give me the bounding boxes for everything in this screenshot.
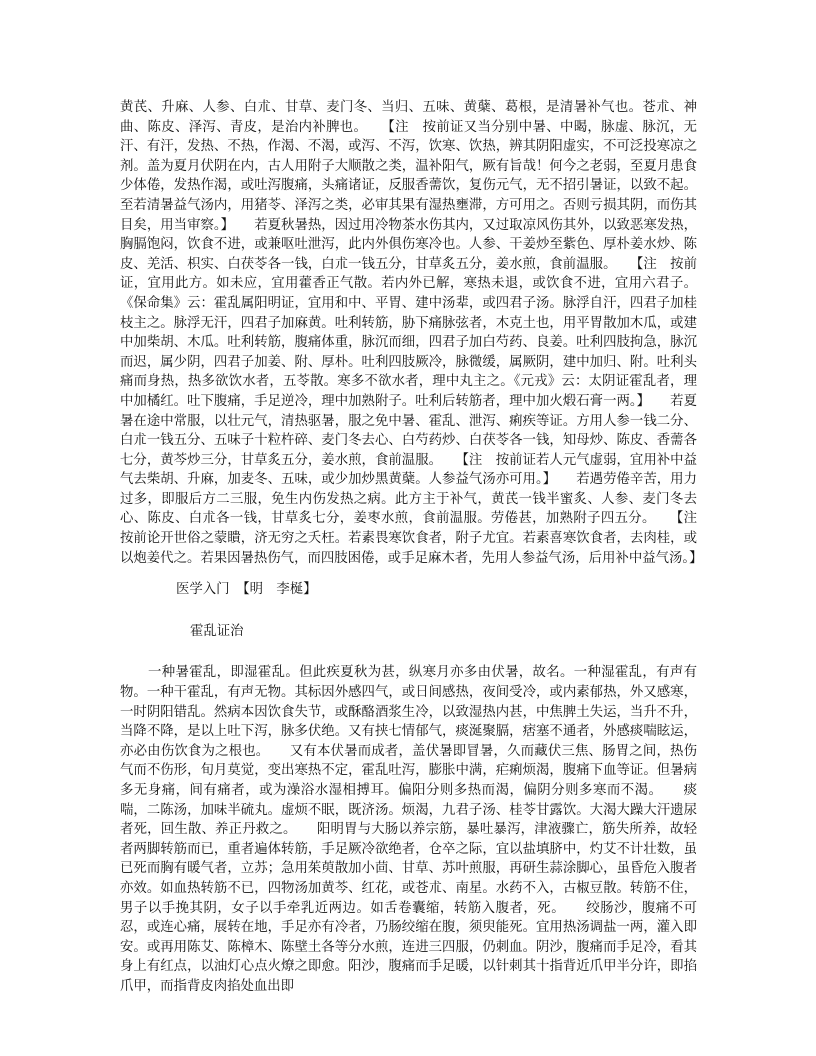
source-line: 医学入门 【明 李梴】 (176, 582, 317, 598)
section-title: 霍乱证治 (190, 623, 244, 639)
document-page (120, 98, 711, 997)
paragraph-2: 一种暑霍乱，即湿霍乱。但此疾夏秋为甚，纵寒月亦多由伏暑，故名。一种湿霍乱，有声有物。一种干霍乱，有声无物。其标因外感四气，或日间感热，夜间受冷，或内素郁热，外又感寒，一时阴阳错乱。然病本因饮食失节，或酥酪酒浆生冷，以致湿热内甚，中焦脾土失运，当升不升，当降不降，是以上吐下泻，脉多伏绝。又有挟七情郁气，痰涎聚膈，痞塞不通者，外感痰喘眩运，亦必由伤饮食为之根也。 又有本伏暑而成者，盖伏暑即冒暑，久而藏伏三焦、肠胃之间，热伤气而不伤形，旬月莫觉，变出寒热不定，霍乱吐泻，膨胀中满，疟痢烦渴，腹痛下血等证。但暑病多无身痛，间有痛者，或为澡浴水湿相搏耳。偏阳分则多热而渴，偏阴分则多寒而不渴。 痰喘，二陈汤，加味半硫丸。虚烦不眠，既济汤。烦渴，九君子汤、桂苓甘露饮。大渴大躁大汗遗尿者死，回生散、养正丹救之。 阳明胃与大肠以养宗筋，暴吐暴泻，津液骤亡，筋失所养，故轻者两脚转筋而已，重者遍体转筋，手足厥冷欲绝者，仓卒之际，宜以盐填脐中，灼艾不计壮数，虽已死而胸有暖气者，立苏；急用茱萸散加小茴、甘草、苏叶煎服，再研生蒜涂脚心，虽昏危入腹者亦效。如血热转筋不已，四物汤加黄芩、红花，或苍朮、南星。水药不入，古椒豆散。转筋不住，男子以手挽其阴，女子以手牵乳近两边。如舌卷囊缩，转筋入腹者，死。 绞肠沙，腹痛不可忍，或连心痛，展转在地，手足亦有冷者，乃肠绞缩在腹，须臾能死。宜用热汤调盐一两，灌入即安。或再用陈艾、陈樟木、陈壁土各等分水煎，连进三四服，仍刺血。阴沙，腹痛而手足冷，看其身上有红点，以油灯心点火燎之即愈。阳沙，腹痛而手足暖，以针刺其十指背近爪甲半分许，即掐爪甲，而指背皮肉掐处血出即 (120, 665, 697, 994)
paragraph-1: 黄芪、升麻、人参、白朮、甘草、麦门冬、当归、五味、黄蘖、葛根，是清暑补气也。苍朮、神曲、陈皮、泽泻、青皮，是治内补脾也。 【注 按前证又当分别中暑、中暍，脉虚、脉沉，无汗、有汗，发热、不热，作渴、不渴，或泻、不泻，饮寒、饮热，辨其阴阳虚实，不可泛投寒凉之剂。盖为夏月伏阴在内，古人用附子大顺散之类，温补阳气，厥有旨哉！何今之老弱，至夏月患食少体倦，发热作渴，或吐泻腹痛，头痛诸证，反服香薷饮，复伤元气，无不招引暑证，以致不起。至若清暑益气汤内，用猪苓、泽泻之类，必审其果有湿热壅滞，方可用之。否则亏损其阴，而伤其目矣，用当审察。】 若夏秋暑热，因过用冷物茶水伤其内，又过取凉风伤其外，以致恶寒发热，胸膈饱闷，饮食不进，或兼呕吐泄泻，此内外俱伤寒冷也。人参、干姜炒至紫色、厚朴姜水炒、陈皮、羌活、枳实、白茯苓各一钱，白朮一钱五分，甘草炙五分，姜水煎，食前温服。 【注 按前证，宜用此方。如未应，宜用藿香正气散。若内外已解，寒热未退，或饮食不进，宜用六君子。《保命集》云：霍乱属阳明证，宜用和中、平胃、建中汤辈，或四君子汤。脉浮自汗，四君子加桂枝主之。脉浮无汗，四君子加麻黄。吐利转筋，胁下痛脉弦者，木克土也，用平胃散加木瓜，或建中加柴胡、木瓜。吐利转筋，腹痛体重，脉沉而细，四君子加白芍药、良姜。吐利四肢拘急，脉沉而迟，属少阴，四君子加姜、附、厚朴。吐利四肢厥冷，脉微缓，属厥阴，建中加归、附。吐利头痛而身热，热多欲饮水者，五苓散。寒多不欲水者，理中丸主之。《元戎》云：太阴证霍乱者，理中加橘红。吐下腹痛，手足逆冷，理中加熟附子。吐利后转筋者，理中加火煅石膏一两。】 若夏暑在途中常服，以壮元气，清热驱暑，服之免中暑、霍乱、泄泻、痢疾等证。方用人参一钱二分、白朮一钱五分、五味子十粒杵碎、麦门冬去心、白芍药炒、白茯苓各一钱，知母炒、陈皮、香薷各七分，黄芩炒三分，甘草炙五分，姜水煎，食前温服。 【注 按前证若人元气虚弱，宜用补中益气去柴胡、升麻，加麦冬、五味，或少加炒黑黄蘖。人参益气汤亦可用。】 若遇劳倦辛苦，用力过多，即服后方二三服，免生内伤发热之病。此方主于补气，黄芪一钱半蜜炙、人参、麦门冬去心、陈皮、白朮各一钱，甘草炙七分，姜枣水煎，食前温服。劳倦甚，加熟附子四五分。 【注 按前论开世俗之蒙瞶，济无穷之夭枉。若素畏寒饮食者，附子尤宜。若素喜寒饮食者，去肉桂，或以炮姜代之。若果因暑热伤气，而四肢困倦，或手足麻木者，先用人参益气汤，后用补中益气汤。】 (120, 100, 711, 566)
